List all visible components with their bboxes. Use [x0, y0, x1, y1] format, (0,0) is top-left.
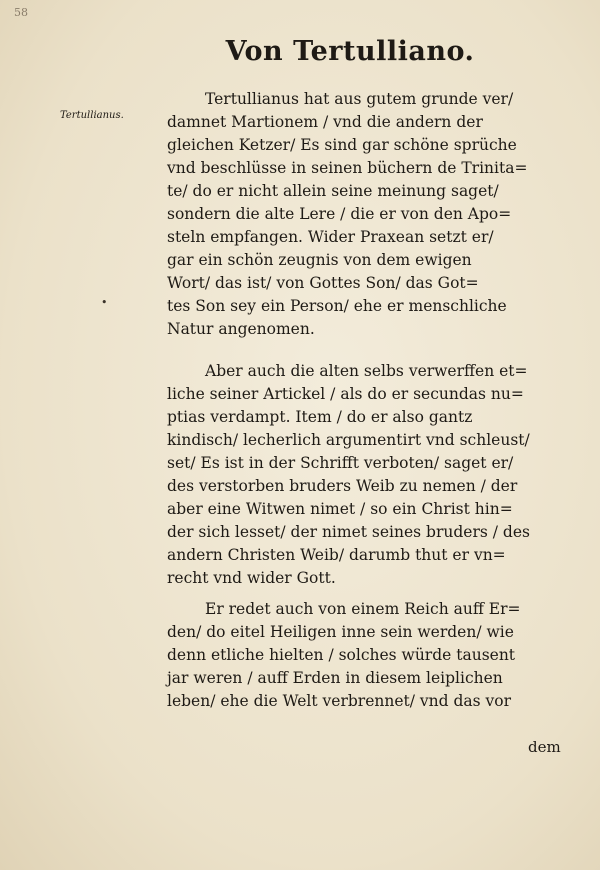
text-line: sondern die alte Lere / die er von den Apo=: [167, 205, 512, 223]
text-line: des verstorben bruders Weib zu nemen / der: [167, 477, 518, 495]
text-line: damnet Martionem / vnd die andern der: [167, 113, 483, 131]
text-line: tes Son sey ein Person/ ehe er menschliche: [167, 297, 507, 315]
paragraph-1: [167, 88, 577, 341]
text-line: kindisch/ lecherlich argumentirt vnd schleust/: [167, 431, 530, 449]
catchword: dem: [528, 738, 561, 756]
margin-note: Tertullianus.: [60, 110, 124, 121]
text-line: Tertullianus hat aus gutem grunde ver/: [205, 90, 514, 108]
text-line: steln empfangen. Wider Praxean setzt er/: [167, 228, 494, 246]
page-number: 58: [14, 6, 28, 19]
text-line: vnd beschlüsse in seinen büchern de Trinita=: [167, 159, 528, 177]
text-line: te/ do er nicht allein seine meinung saget/: [167, 182, 499, 200]
text-line: aber eine Witwen nimet / so ein Christ hin=: [167, 500, 513, 518]
page-title: Von Tertulliano.: [225, 36, 475, 67]
text-line: denn etliche hielten / solches würde tausent: [167, 646, 516, 664]
paragraph-2: [167, 360, 577, 590]
text-line: Wort/ das ist/ von Gottes Son/ das Got=: [167, 274, 479, 292]
text-line: Natur angenomen.: [167, 320, 315, 338]
text-line: recht vnd wider Gott.: [167, 569, 336, 587]
text-line: liche seiner Artickel / als do er secundas nu=: [167, 385, 524, 403]
paragraph-3: [167, 598, 577, 713]
text-line: gleichen Ketzer/ Es sind gar schöne sprüche: [167, 136, 517, 154]
text-line: gar ein schön zeugnis von dem ewigen: [167, 251, 472, 269]
text-line: set/ Es ist in der Schrifft verboten/ saget er/: [167, 454, 514, 472]
text-line: Er redet auch von einem Reich auff Er=: [205, 600, 521, 618]
text-line: der sich lesset/ der nimet seines bruders / des: [167, 523, 530, 541]
text-line: jar weren / auff Erden in diesem leiplichen: [167, 669, 503, 687]
margin-mark-icon: •: [101, 296, 108, 309]
text-line: leben/ ehe die Welt verbrennet/ vnd das vor: [167, 692, 512, 710]
text-line: Aber auch die alten selbs verwerffen et=: [205, 362, 528, 380]
text-line: andern Christen Weib/ darumb thut er vn=: [167, 546, 506, 564]
text-line: den/ do eitel Heiligen inne sein werden/ wie: [167, 623, 514, 641]
text-line: ptias verdampt. Item / do er also gantz: [167, 408, 473, 426]
